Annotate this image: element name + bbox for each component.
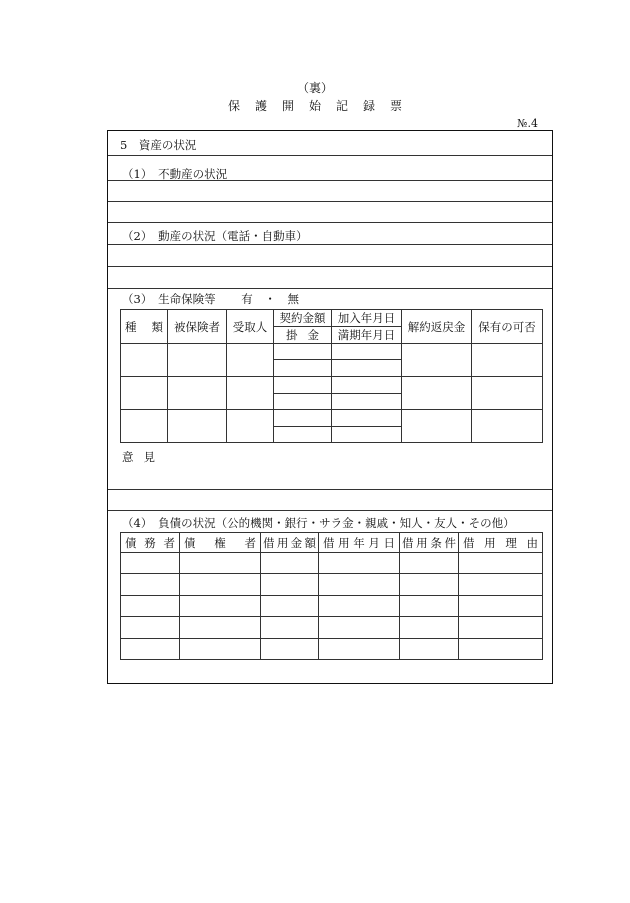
- rule: [108, 155, 552, 156]
- real-estate-line-2: [108, 222, 552, 223]
- side-label: （裏）: [296, 81, 333, 95]
- col-insured: 被保険者: [168, 310, 227, 344]
- insurance-presence-no: 無: [287, 292, 300, 306]
- col-debtor: 債 務 者: [121, 533, 180, 553]
- col-reason: 借 用 理 由: [459, 533, 543, 553]
- insurance-table: [120, 309, 543, 443]
- debts-title: （4） 負債の状況（公的機関・銀行・サラ金・親戚・知人・友人・その他）: [122, 516, 515, 530]
- col-retention: 保有の可否: [472, 310, 543, 344]
- table-row: [121, 377, 543, 394]
- insurance-presence-yes: 有: [241, 292, 253, 306]
- movables-line-1: [108, 266, 552, 267]
- col-beneficiary: 受取人: [227, 310, 274, 344]
- section-5-title: 5 資産の状況: [120, 138, 197, 152]
- table-row: [121, 617, 543, 639]
- table-row: [121, 344, 543, 360]
- col-premium: 掛 金: [274, 327, 332, 344]
- table-row: [121, 639, 543, 660]
- page-number: №.4: [517, 117, 538, 130]
- table-row: [121, 574, 543, 596]
- movables-title: （2） 動産の状況（電話・自動車）: [122, 229, 308, 243]
- col-type: 種 類: [121, 310, 168, 344]
- opinion-label: 意 見: [122, 450, 155, 464]
- col-conditions: 借 用 条 件: [400, 533, 459, 553]
- insurance-title: [122, 291, 299, 307]
- rule: [108, 244, 552, 245]
- col-join-date: 加入年月日: [332, 310, 402, 327]
- page-title: 保護開始記録票: [227, 99, 417, 113]
- opinion-line: [108, 489, 552, 490]
- col-contract-amount: 契約金額: [274, 310, 332, 327]
- debts-table: [120, 532, 543, 660]
- movables-line-2: [108, 288, 552, 289]
- col-creditor: 債 権 者: [180, 533, 261, 553]
- table-row: [121, 410, 543, 427]
- real-estate-title: （1） 不動産の状況: [122, 167, 228, 181]
- insurance-presence-dot: ・: [264, 292, 276, 306]
- col-amount: 借 用 金 額: [261, 533, 319, 553]
- rule: [108, 180, 552, 181]
- rule: [108, 510, 552, 511]
- record-form: [107, 130, 553, 684]
- table-row: [121, 553, 543, 574]
- real-estate-line-1: [108, 201, 552, 202]
- col-date: 借 用 年 月 日: [319, 533, 400, 553]
- table-row: [121, 596, 543, 617]
- insurance-title-text: （3） 生命保険等: [122, 292, 216, 306]
- col-surrender: 解約返戻金: [402, 310, 472, 344]
- col-maturity-date: 満期年月日: [332, 327, 402, 344]
